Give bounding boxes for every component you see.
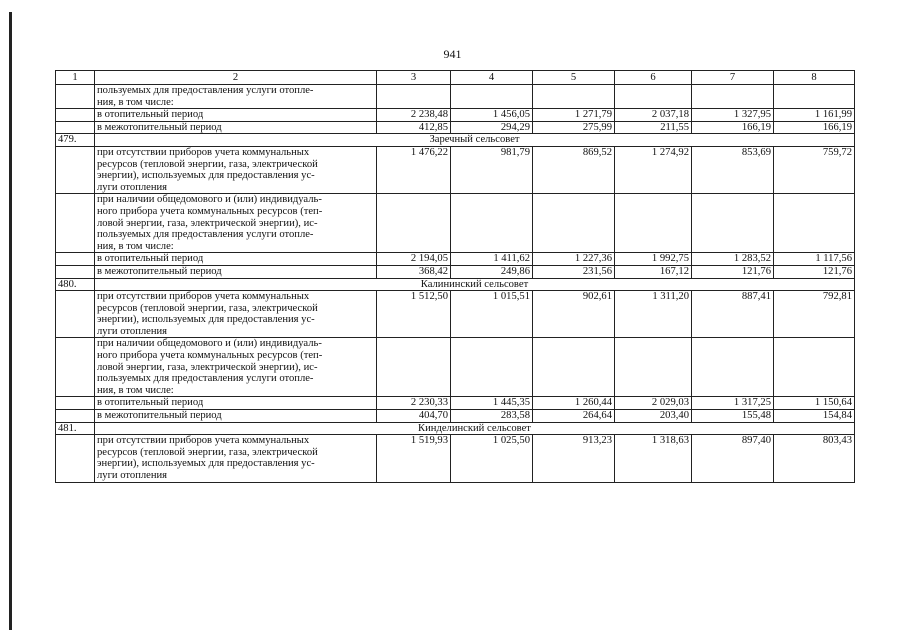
description-row <box>56 338 855 397</box>
value-cell: 368,42 <box>377 265 451 278</box>
value-cell: 155,48 <box>692 410 774 423</box>
value-cell: 897,40 <box>692 435 774 482</box>
index-cell <box>56 85 95 109</box>
period-label: в межотопительный период <box>95 410 377 423</box>
value-cell <box>692 338 774 397</box>
description-row <box>56 194 855 253</box>
description-cell: при наличии общедомового и (или) индивидуаль- ного прибора учета коммунальных ресурсов (теп- ловой энергии, газа, электрической энергии), ис- пользуемых для предоставления услуги отопле- ния, в том числе: <box>95 338 377 397</box>
value-cell: 283,58 <box>451 410 533 423</box>
value-cell <box>377 194 451 253</box>
table-row <box>56 410 855 423</box>
value-cell: 1 318,63 <box>615 435 692 482</box>
value-cell: 1 227,36 <box>533 253 615 266</box>
index-cell <box>56 435 95 482</box>
value-cell: 412,85 <box>377 121 451 134</box>
index-cell <box>56 291 95 338</box>
value-cell: 249,86 <box>451 265 533 278</box>
value-cell: 1 274,92 <box>615 146 692 193</box>
value-cell: 2 194,05 <box>377 253 451 266</box>
table-body <box>56 71 855 483</box>
value-cell: 2 037,18 <box>615 109 692 122</box>
description-cell: при отсутствии приборов учета коммунальных ресурсов (тепловой энергии, газа, электрической энергии), используемых для предоставления ус- луги отопления <box>95 146 377 193</box>
column-header: 4 <box>451 71 533 85</box>
value-cell <box>533 85 615 109</box>
table-row <box>56 253 855 266</box>
value-cell <box>774 338 855 397</box>
value-cell <box>533 338 615 397</box>
value-cell: 1 327,95 <box>692 109 774 122</box>
value-cell <box>774 85 855 109</box>
section-row <box>56 278 855 291</box>
section-row <box>56 134 855 147</box>
table-row <box>56 109 855 122</box>
period-label: в межотопительный период <box>95 121 377 134</box>
value-cell: 2 029,03 <box>615 397 692 410</box>
index-cell <box>56 194 95 253</box>
value-cell: 1 025,50 <box>451 435 533 482</box>
value-cell: 1 445,35 <box>451 397 533 410</box>
value-cell: 1 317,25 <box>692 397 774 410</box>
value-cell: 981,79 <box>451 146 533 193</box>
table-row <box>56 121 855 134</box>
value-cell: 154,84 <box>774 410 855 423</box>
section-title: Заречный сельсовет <box>95 134 855 147</box>
value-cell: 1 260,44 <box>533 397 615 410</box>
section-index: 480. <box>56 278 95 291</box>
value-cell: 887,41 <box>692 291 774 338</box>
value-cell: 1 512,50 <box>377 291 451 338</box>
description-cell: при отсутствии приборов учета коммунальных ресурсов (тепловой энергии, газа, электрической энергии), используемых для предоставления ус- луги отопления <box>95 291 377 338</box>
section-index: 481. <box>56 422 95 435</box>
column-header: 7 <box>692 71 774 85</box>
table-row <box>56 265 855 278</box>
value-cell <box>692 85 774 109</box>
period-label: в межотопительный период <box>95 265 377 278</box>
value-cell: 1 015,51 <box>451 291 533 338</box>
binding-edge-line <box>9 12 12 630</box>
section-title: Калининский сельсовет <box>95 278 855 291</box>
value-cell: 264,64 <box>533 410 615 423</box>
value-cell <box>692 194 774 253</box>
value-cell: 1 117,56 <box>774 253 855 266</box>
period-label: в отопительный период <box>95 397 377 410</box>
value-cell: 1 311,20 <box>615 291 692 338</box>
column-header: 1 <box>56 71 95 85</box>
value-cell: 902,61 <box>533 291 615 338</box>
index-cell <box>56 397 95 410</box>
period-label: в отопительный период <box>95 253 377 266</box>
value-cell: 203,40 <box>615 410 692 423</box>
page-number: 941 <box>443 47 462 61</box>
value-cell: 1 992,75 <box>615 253 692 266</box>
value-cell: 869,52 <box>533 146 615 193</box>
section-row <box>56 422 855 435</box>
value-cell <box>533 194 615 253</box>
value-cell: 1 271,79 <box>533 109 615 122</box>
value-cell <box>451 85 533 109</box>
value-cell <box>377 85 451 109</box>
value-cell: 166,19 <box>692 121 774 134</box>
value-cell: 2 238,48 <box>377 109 451 122</box>
column-header: 8 <box>774 71 855 85</box>
value-cell: 294,29 <box>451 121 533 134</box>
description-cell: пользуемых для предоставления услуги отопле- ния, в том числе: <box>95 85 377 109</box>
column-header: 6 <box>615 71 692 85</box>
value-cell: 231,56 <box>533 265 615 278</box>
description-row <box>56 85 855 109</box>
value-cell: 913,23 <box>533 435 615 482</box>
index-cell <box>56 265 95 278</box>
value-cell: 853,69 <box>692 146 774 193</box>
value-cell: 1 456,05 <box>451 109 533 122</box>
index-cell <box>56 253 95 266</box>
value-cell: 404,70 <box>377 410 451 423</box>
value-cell <box>451 338 533 397</box>
table-row <box>56 397 855 410</box>
value-cell: 121,76 <box>774 265 855 278</box>
table-row <box>56 435 855 482</box>
index-cell <box>56 146 95 193</box>
value-cell: 1 150,64 <box>774 397 855 410</box>
description-cell: при наличии общедомового и (или) индивидуаль- ного прибора учета коммунальных ресурсов (теп- ловой энергии, газа, электрической энергии), ис- пользуемых для предоставления услуги отопле- ния, в том числе: <box>95 194 377 253</box>
value-cell: 1 411,62 <box>451 253 533 266</box>
column-header: 2 <box>95 71 377 85</box>
table-row <box>56 146 855 193</box>
value-cell: 167,12 <box>615 265 692 278</box>
index-cell <box>56 338 95 397</box>
value-cell <box>774 194 855 253</box>
value-cell <box>451 194 533 253</box>
column-header: 5 <box>533 71 615 85</box>
value-cell: 759,72 <box>774 146 855 193</box>
value-cell <box>377 338 451 397</box>
index-cell <box>56 109 95 122</box>
value-cell <box>615 194 692 253</box>
value-cell: 1 161,99 <box>774 109 855 122</box>
header-row <box>56 71 855 85</box>
column-header: 3 <box>377 71 451 85</box>
value-cell <box>615 85 692 109</box>
value-cell: 211,55 <box>615 121 692 134</box>
section-index: 479. <box>56 134 95 147</box>
section-title: Кинделинский сельсовет <box>95 422 855 435</box>
value-cell: 792,81 <box>774 291 855 338</box>
description-cell: при отсутствии приборов учета коммунальных ресурсов (тепловой энергии, газа, электрической энергии), используемых для предоставления ус- луги отопления <box>95 435 377 482</box>
value-cell: 275,99 <box>533 121 615 134</box>
value-cell: 1 519,93 <box>377 435 451 482</box>
value-cell: 166,19 <box>774 121 855 134</box>
value-cell: 803,43 <box>774 435 855 482</box>
value-cell <box>615 338 692 397</box>
value-cell: 1 476,22 <box>377 146 451 193</box>
tariff-table <box>55 70 855 483</box>
value-cell: 2 230,33 <box>377 397 451 410</box>
table-row <box>56 291 855 338</box>
value-cell: 1 283,52 <box>692 253 774 266</box>
index-cell <box>56 410 95 423</box>
period-label: в отопительный период <box>95 109 377 122</box>
index-cell <box>56 121 95 134</box>
value-cell: 121,76 <box>692 265 774 278</box>
